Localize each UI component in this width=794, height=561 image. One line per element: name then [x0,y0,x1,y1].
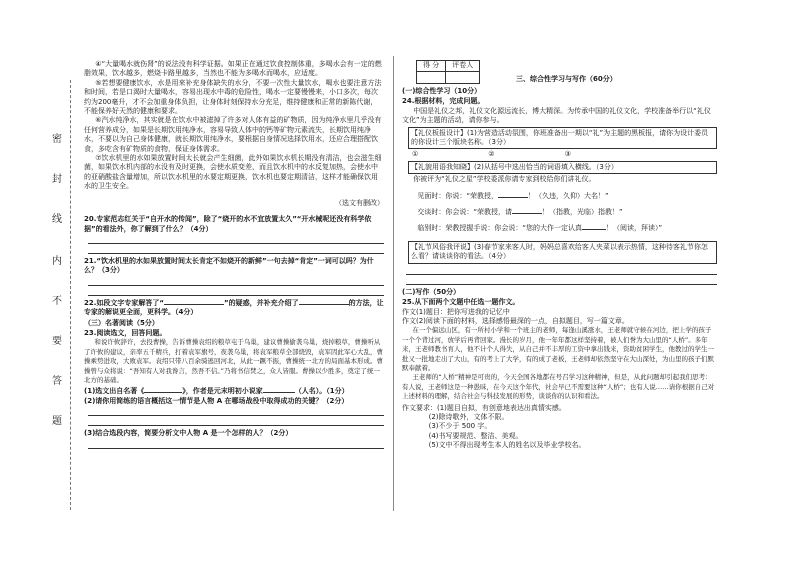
seal-char: 答 [52,376,62,387]
q23-1-blank-2[interactable] [263,392,295,393]
q22-blank-1[interactable] [164,304,224,305]
q22-part-c: 的方法，让专家的解说更全面，更科学。（4分） [84,298,384,317]
question-24-text: 中国是礼仪之邦，礼仪文化源远流长，博大精深。为传承中国的礼仪文化，学校准备举行以“礼仪文化”为主题的活动，请你参与。 [402,106,711,125]
question-20: 20.专家范志红关于“自开水的传闻”，除了“烧开的水不宜放置太久”“开水械呢还没有科学依据”的看法外，你了解到了什么？（4分） [84,215,372,233]
essay-requirement-5: (5)文中不得出现考生本人的姓名以及毕业学校名。 [428,441,586,450]
subsection-1-title: (一)综合性学习（10分） [402,87,482,95]
essay-material-1: 在一个偏远山区，有一所村小学和一个班主的老师，每逢山溪涨水，王老师就守候在河边，把上学的孩子一个个背过河，放学后再背回家。漫长的岁月，他一年年都这样坚持着，被人们誉为大山里的“人桥”。多年来，王老师教书育人，他不计个人得失，从自己并不丰厚的工资中拿出钱来，资助贫困学生，他教过的学生一批又一批地走出了大山，有的考上了大学，有的成了老板，王老师却依然坚守在大山深处，为山里的孩子们默默奉献着。 [402,326,714,372]
q24-1-box [408,127,717,150]
answer-line[interactable] [88,286,384,296]
answer-line[interactable] [88,276,384,286]
essay-option-2: 作文(2)阅读下面的材料，选择感悟最深的一点，自拟题目，写一篇文章。 [402,316,629,325]
q23-1-part-a: (1)选文出自名著《 [84,387,145,396]
essay-requirement-title: 作文要求：(1)题目自拟，有创意地表达出真情实感。 [402,403,566,412]
paragraph-5: ⑤若想要健康饮水，水是用来补充身体缺失的水分，不要一次性大量饮水，喝水也要注意方法和时间，若是口渴时大量喝水，容易出现水中毒的危险性，喝水一定要慢慢来，小口多次，每次约为200毫升，才不会加重身体负担，让身体时刻保持水分充足，维持健康和正常的新陈代谢，不能保养好天然的健康和要求。 [84,78,382,116]
question-22 [84,299,384,318]
grader-label: 评卷人 [446,61,480,72]
q22-part-b: ”的疑惑，并补充介绍了 [224,298,299,307]
q24-2-line-3-a: 临别时：荣教授握手说：你会说：“您的大作一定认真 [417,224,583,233]
paragraph-4: ④“大量喝水就伤肾”的说法没有科学证据。如果正在通过饮食控制体重，多喝水会有一定的燃脂效果，饮水越多，燃烧卡路里越多，当然也不能为多喝水而喝水，应适度。 [84,60,382,78]
q24-1-answers [402,150,717,159]
score-cell[interactable] [417,72,446,84]
q24-2-line-1 [402,192,717,201]
q24-2-line-2-b: ！（指教，光临）指教！” [542,208,623,217]
subsection-2-title: (二)写作（50分） [402,287,461,296]
seal-char: 不 [52,296,62,307]
question-24-2: 【礼貌用语我知晓】(2)从括号中选出恰当的词语填入横线。（3分） [411,162,618,171]
question-23-1 [84,387,384,396]
q24-2-line-1-b: ！（久违，久仰）大名！” [528,191,609,200]
section-title: 三、综合性学习与写作（60分） [516,75,617,83]
binding-line [70,80,71,510]
paragraph-6: ⑥汽水纯净水，其实就是在饮水中被滤掉了许多对人体有益的矿物质，因为纯净水里几乎没有任何营养成分，如果是长期饮用纯净水，容易导致人体中的钙等矿物元素流失，长期饮用纯净水，不要以为自己身体健康，就长期饮用纯净水，要根据自身情况选择饮用水，还应合理搭配饮食，多吃含有矿物质的食物，保证身体需求。 [84,116,382,153]
answer-line[interactable] [406,265,717,275]
essay-requirement-2: (2)除诗歌外，文体不限。 [428,412,509,421]
seal-char: 密 [52,134,62,145]
section-3-title: （三）名著阅读（5分） [84,318,159,327]
question-24-intro: 24.根据材料，完成问题。 [402,97,485,106]
essay-material-2: 王老师的“人桥”精神是可贵的，今天全国各地都在号召学习这种精神，但是，从此问题却引起我们思考：有人说，王老师这是一种愚昧，在今天这个年代，社会早已不需要这种“人桥”；也有人说……请你根据自己对上述材料的理解，结合社会与科技发展的形势，谈谈你的认识和看法。 [402,373,715,401]
q24-2-blank-1[interactable] [498,197,528,198]
essay-option-1: 作文(1)题目：把你写进我的记忆中 [402,307,510,316]
q24-2-line-1-a: 见面时：你说：“荣教授， [417,191,499,200]
section-header [402,60,717,86]
question-25-intro: 25.从下面两个文题中任选一题作文。 [402,298,520,307]
q24-2-context: 你被评为“礼仪之星”学校委派你请专家到校给你们讲礼仪。 [413,175,596,184]
answer-line[interactable] [88,234,384,244]
paragraph-7: ⑦饮水机里的水如果放置时间太长就会产生细菌，此外如果饮水机长期没有清洁，也会滋生细菌，如果饮水机内部的水没有及时更换，会使水质变差，而且饮水机中的水反复加热，会使水中的亚硝酸盐含量增加，所以饮水机里的水要定期更换，饮水机也要定期清洁，这样才能确保饮用水的卫生安全。 [84,154,382,191]
essay-requirement-3: (3)不少于 500 字。 [428,422,492,431]
seal-char: 题 [52,416,62,427]
seal-char: 要 [52,336,62,347]
q24-2-blank-2[interactable] [512,213,542,214]
question-23-passage: 和说许攸辞许，去投曹操，告诉曹操袁绍的粮草屯于乌巢，建议曹操偷袭乌巢，烧掉粮草，曹操听从了许攸的建议，亲率五千精兵，打着袁军旗号，夜袭乌巢，将袁军粮草全部烧毁，袁军因此军心大乱，曹操乘势进攻，大败袁军。袁绍只带八百余骑逃回河北，从此一蹶不振，曹操统一北方的局面基本形成。曹操曾与众将说：“吾知有人对我谗言，然吾不信。”乃将书信焚之，众人皆服。曹操以少胜多，奠定了统一北方的基础。 [84,338,383,384]
grade-table [416,60,480,84]
grader-cell[interactable] [446,72,480,84]
answer-line[interactable] [88,439,384,449]
q24-2-line-3 [402,224,717,233]
question-23-3: (3)结合选段内容，简要分析文中人物 A 是一个怎样的人？（2分） [84,429,293,438]
score-label: 得 分 [417,61,446,72]
column-divider [393,56,394,511]
q23-1-part-c: （人名）。（1分） [294,387,349,396]
right-column [402,60,717,505]
answer-line[interactable] [88,416,384,426]
q23-1-part-b: 》，作者是元末明初小说家 [182,387,263,396]
answer-slot-3[interactable]: ③ [564,150,571,159]
question-23-2: (2)请你用简练的语言概括这一情节是人物 A 在哪场战役中取得成功的关键？（2分） [84,396,349,405]
q24-2-line-2-a: 交谈时：你会说：“荣教授，请 [417,208,513,217]
answer-slot-1[interactable]: ① [412,150,419,159]
answer-line[interactable] [88,244,384,254]
question-21: 21.“饮水机里的水如果放置时间太长肯定不如烧开的新鲜”一句去掉“肯定”一词可以吗？为什么？（3分） [84,256,374,275]
question-23-intro: 23.阅读选文，回答问题。 [84,328,167,337]
answer-line[interactable] [406,275,717,285]
question-24-3: 【礼节风俗我评说】(3)春节家来客人时，妈妈总喜欢给客人夹菜以表示热情，这种待客礼节你怎么看？请谈谈你的看法。（4分） [411,242,708,261]
seal-char: 线 [52,214,62,225]
q22-part-a: 22.如段文字专家解答了“ [84,298,165,307]
seal-column [52,130,68,430]
q24-2-line-3-b: ！（阅读，拜读）” [606,224,663,233]
seal-char: 内 [52,256,62,267]
source-note: （选文有删改） [335,198,384,207]
question-24-1: 【礼仪板报设计】(1)为营造活动氛围，你班准备出一期以“礼”为主题的黑板报，请你为设计委员的你设计三个版块名称。（3分） [411,128,709,147]
seal-char: 封 [52,174,62,185]
answer-line[interactable] [88,406,384,416]
q23-1-blank-1[interactable] [144,392,182,393]
q24-3-box [408,241,717,264]
q24-2-box [408,161,717,174]
answer-slot-2[interactable]: ② [488,150,495,159]
q24-2-line-2 [402,208,717,217]
q22-blank-2[interactable] [299,304,349,305]
q24-2-blank-3[interactable] [582,229,606,230]
essay-requirement-4: (4)书写要规范、整洁、美观。 [428,431,523,440]
left-column [84,60,384,505]
